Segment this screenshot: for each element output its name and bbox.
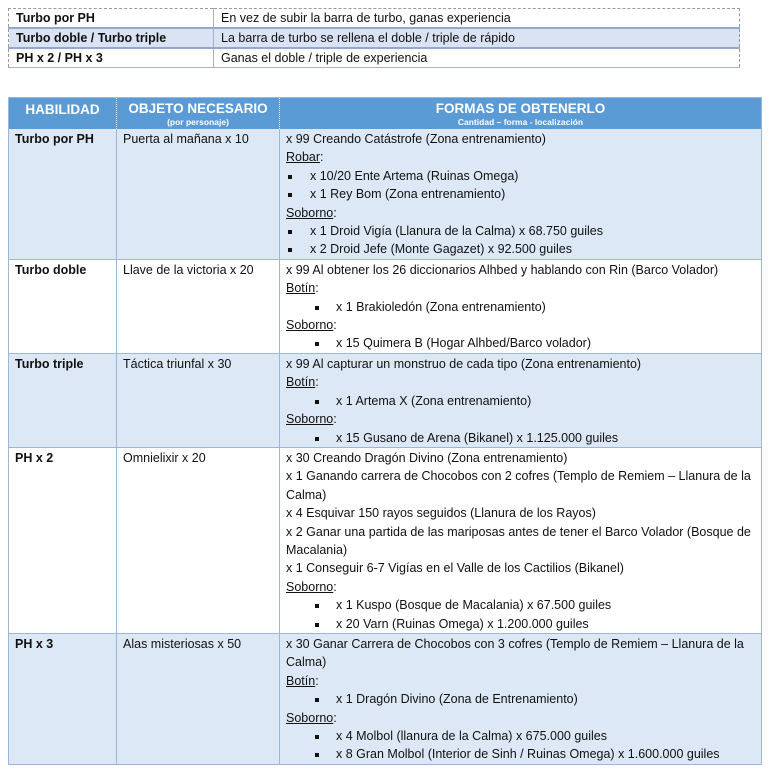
bullet-item — [286, 615, 755, 633]
summary-description: En vez de subir la barra de turbo, ganas experiencia — [214, 9, 740, 29]
colon: : — [333, 710, 337, 725]
header-skill-label: HABILIDAD — [25, 102, 100, 117]
skill-cell: PH x 2 — [9, 447, 117, 633]
category-name: Soborno — [286, 710, 334, 725]
square-bullet-icon — [315, 400, 319, 404]
method-category-label — [286, 709, 755, 727]
summary-row — [9, 28, 740, 48]
summary-description: La barra de turbo se rellena el doble / triple de rápido — [214, 28, 740, 48]
method-category-label — [286, 672, 755, 690]
bullet-text: x 4 Molbol (llanura de la Calma) x 675.000 guiles — [336, 729, 607, 743]
skill-cell: Turbo por PH — [9, 129, 117, 259]
summary-skill: Turbo doble / Turbo triple — [9, 28, 214, 48]
bullet-item — [286, 429, 755, 447]
header-item-sub: (por personaje) — [167, 117, 229, 127]
bullet-item — [286, 745, 755, 763]
summary-table — [8, 8, 740, 68]
square-bullet-icon — [315, 437, 319, 441]
table-row — [9, 633, 762, 764]
method-line: x 30 Creando Dragón Divino (Zona entrenamiento) — [286, 450, 568, 465]
colon: : — [315, 375, 319, 390]
method-line: x 1 Conseguir 6-7 Vigías en el Valle de los Cactilios (Bikanel) — [286, 561, 624, 576]
colon: : — [315, 673, 319, 688]
method-category-label — [286, 148, 755, 166]
category-name: Botín — [286, 673, 316, 688]
square-bullet-icon — [315, 342, 319, 346]
colon: : — [320, 150, 324, 165]
bullet-item — [286, 334, 755, 352]
square-bullet-icon — [315, 698, 319, 702]
method-line: x 2 Ganar una partida de las mariposas antes de tener el Barco Volador (Bosque de Macalania) — [286, 524, 751, 557]
method-line: x 99 Al obtener los 26 diccionarios Alhbed y hablando con Rin (Barco Volador) — [286, 262, 719, 277]
header-skill — [9, 98, 117, 130]
bullet-item — [286, 240, 755, 258]
colon: : — [333, 205, 337, 220]
skill-cell: Turbo triple — [9, 353, 117, 447]
bullet-item — [286, 392, 755, 410]
bullet-text: x 20 Varn (Ruinas Omega) x 1.200.000 guiles — [336, 616, 589, 631]
bullet-text: x 2 Droid Jefe (Monte Gagazet) x 92.500 guiles — [310, 242, 572, 257]
bullet-text: x 1 Artema X (Zona entrenamiento) — [336, 393, 532, 408]
method-category-label — [286, 578, 755, 596]
category-name: Botín — [286, 375, 316, 390]
item-cell: Puerta al mañana x 10 — [117, 129, 280, 259]
colon: : — [333, 579, 337, 594]
category-name: Robar — [286, 150, 321, 165]
table-row — [9, 447, 762, 633]
table-row — [9, 353, 762, 447]
bullet-item — [286, 596, 755, 614]
ways-cell — [280, 633, 762, 764]
table-row — [9, 129, 762, 259]
method-line: x 1 Ganando carrera de Chocobos con 2 cofres (Templo de Remiem – Llanura de la Calma) — [286, 469, 751, 502]
header-item — [117, 98, 280, 130]
summary-skill: PH x 2 / PH x 3 — [9, 48, 214, 68]
summary-row — [9, 48, 740, 68]
method-category-label — [286, 373, 755, 391]
category-name: Soborno — [286, 318, 334, 333]
bullet-text: x 10/20 Ente Artema (Ruinas Omega) — [310, 168, 519, 183]
ways-cell — [280, 353, 762, 447]
skill-cell: Turbo doble — [9, 259, 117, 353]
bullet-text: x 15 Quimera B (Hogar Alhbed/Barco volador) — [336, 336, 591, 351]
table-row — [9, 259, 762, 353]
colon: : — [333, 318, 337, 333]
square-bullet-icon — [288, 230, 292, 234]
category-name: Soborno — [286, 205, 334, 220]
ways-cell — [280, 129, 762, 259]
item-cell: Alas misteriosas x 50 — [117, 633, 280, 764]
category-name: Soborno — [286, 579, 334, 594]
header-ways-sub: Cantidad – forma - localización — [457, 117, 584, 127]
square-bullet-icon — [315, 753, 319, 757]
method-category-label — [286, 204, 755, 222]
summary-description: Ganas el doble / triple de experiencia — [214, 48, 740, 68]
header-ways — [280, 98, 762, 130]
bullet-text: x 15 Gusano de Arena (Bikanel) x 1.125.000 guiles — [336, 430, 619, 445]
bullet-item — [286, 727, 755, 745]
square-bullet-icon — [315, 735, 319, 739]
summary-skill: Turbo por PH — [9, 9, 214, 29]
method-line: x 99 Al capturar un monstruo de cada tipo (Zona entrenamiento) — [286, 356, 642, 371]
method-line: x 99 Creando Catástrofe (Zona entrenamiento) — [286, 132, 546, 146]
colon: : — [333, 412, 337, 427]
item-cell: Omnielixir x 20 — [117, 447, 280, 633]
method-category-label — [286, 279, 755, 297]
bullet-item — [286, 167, 755, 185]
header-row — [9, 98, 762, 130]
square-bullet-icon — [288, 175, 292, 179]
bullet-item — [286, 298, 755, 316]
bullet-text: x 1 Brakioledón (Zona entrenamiento) — [336, 299, 546, 314]
square-bullet-icon — [315, 623, 319, 627]
bullet-item — [286, 222, 755, 240]
header-item-label: OBJETO NECESARIO — [128, 101, 268, 116]
bullet-text: x 1 Rey Bom (Zona entrenamiento) — [310, 187, 506, 202]
colon: : — [315, 281, 319, 296]
bullet-item — [286, 690, 755, 708]
method-category-label — [286, 410, 755, 428]
method-line: x 4 Esquivar 150 rayos seguidos (Llanura de los Rayos) — [286, 506, 596, 521]
item-cell: Táctica triunfal x 30 — [117, 353, 280, 447]
method-line: x 30 Ganar Carrera de Chocobos con 3 cofres (Templo de Remiem – Llanura de la Calma) — [286, 636, 744, 670]
abilities-table — [8, 97, 762, 765]
bullet-text: x 1 Dragón Divino (Zona de Entrenamiento) — [336, 692, 578, 707]
category-name: Botín — [286, 281, 316, 296]
ways-cell — [280, 447, 762, 633]
category-name: Soborno — [286, 412, 334, 427]
header-ways-label: FORMAS DE OBTENERLO — [435, 101, 606, 116]
item-cell: Llave de la victoria x 20 — [117, 259, 280, 353]
ways-cell — [280, 259, 762, 353]
bullet-text: x 1 Droid Vigía (Llanura de la Calma) x 68.750 guiles — [310, 224, 603, 239]
square-bullet-icon — [288, 193, 292, 197]
bullet-text: x 8 Gran Molbol (Interior de Sinh / Ruinas Omega) x 1.600.000 guiles — [336, 747, 720, 762]
square-bullet-icon — [315, 604, 319, 608]
square-bullet-icon — [288, 248, 292, 252]
method-category-label — [286, 316, 755, 334]
bullet-item — [286, 185, 755, 203]
summary-row — [9, 9, 740, 29]
square-bullet-icon — [315, 306, 319, 310]
skill-cell: PH x 3 — [9, 633, 117, 764]
bullet-text: x 1 Kuspo (Bosque de Macalania) x 67.500 guiles — [336, 598, 612, 613]
